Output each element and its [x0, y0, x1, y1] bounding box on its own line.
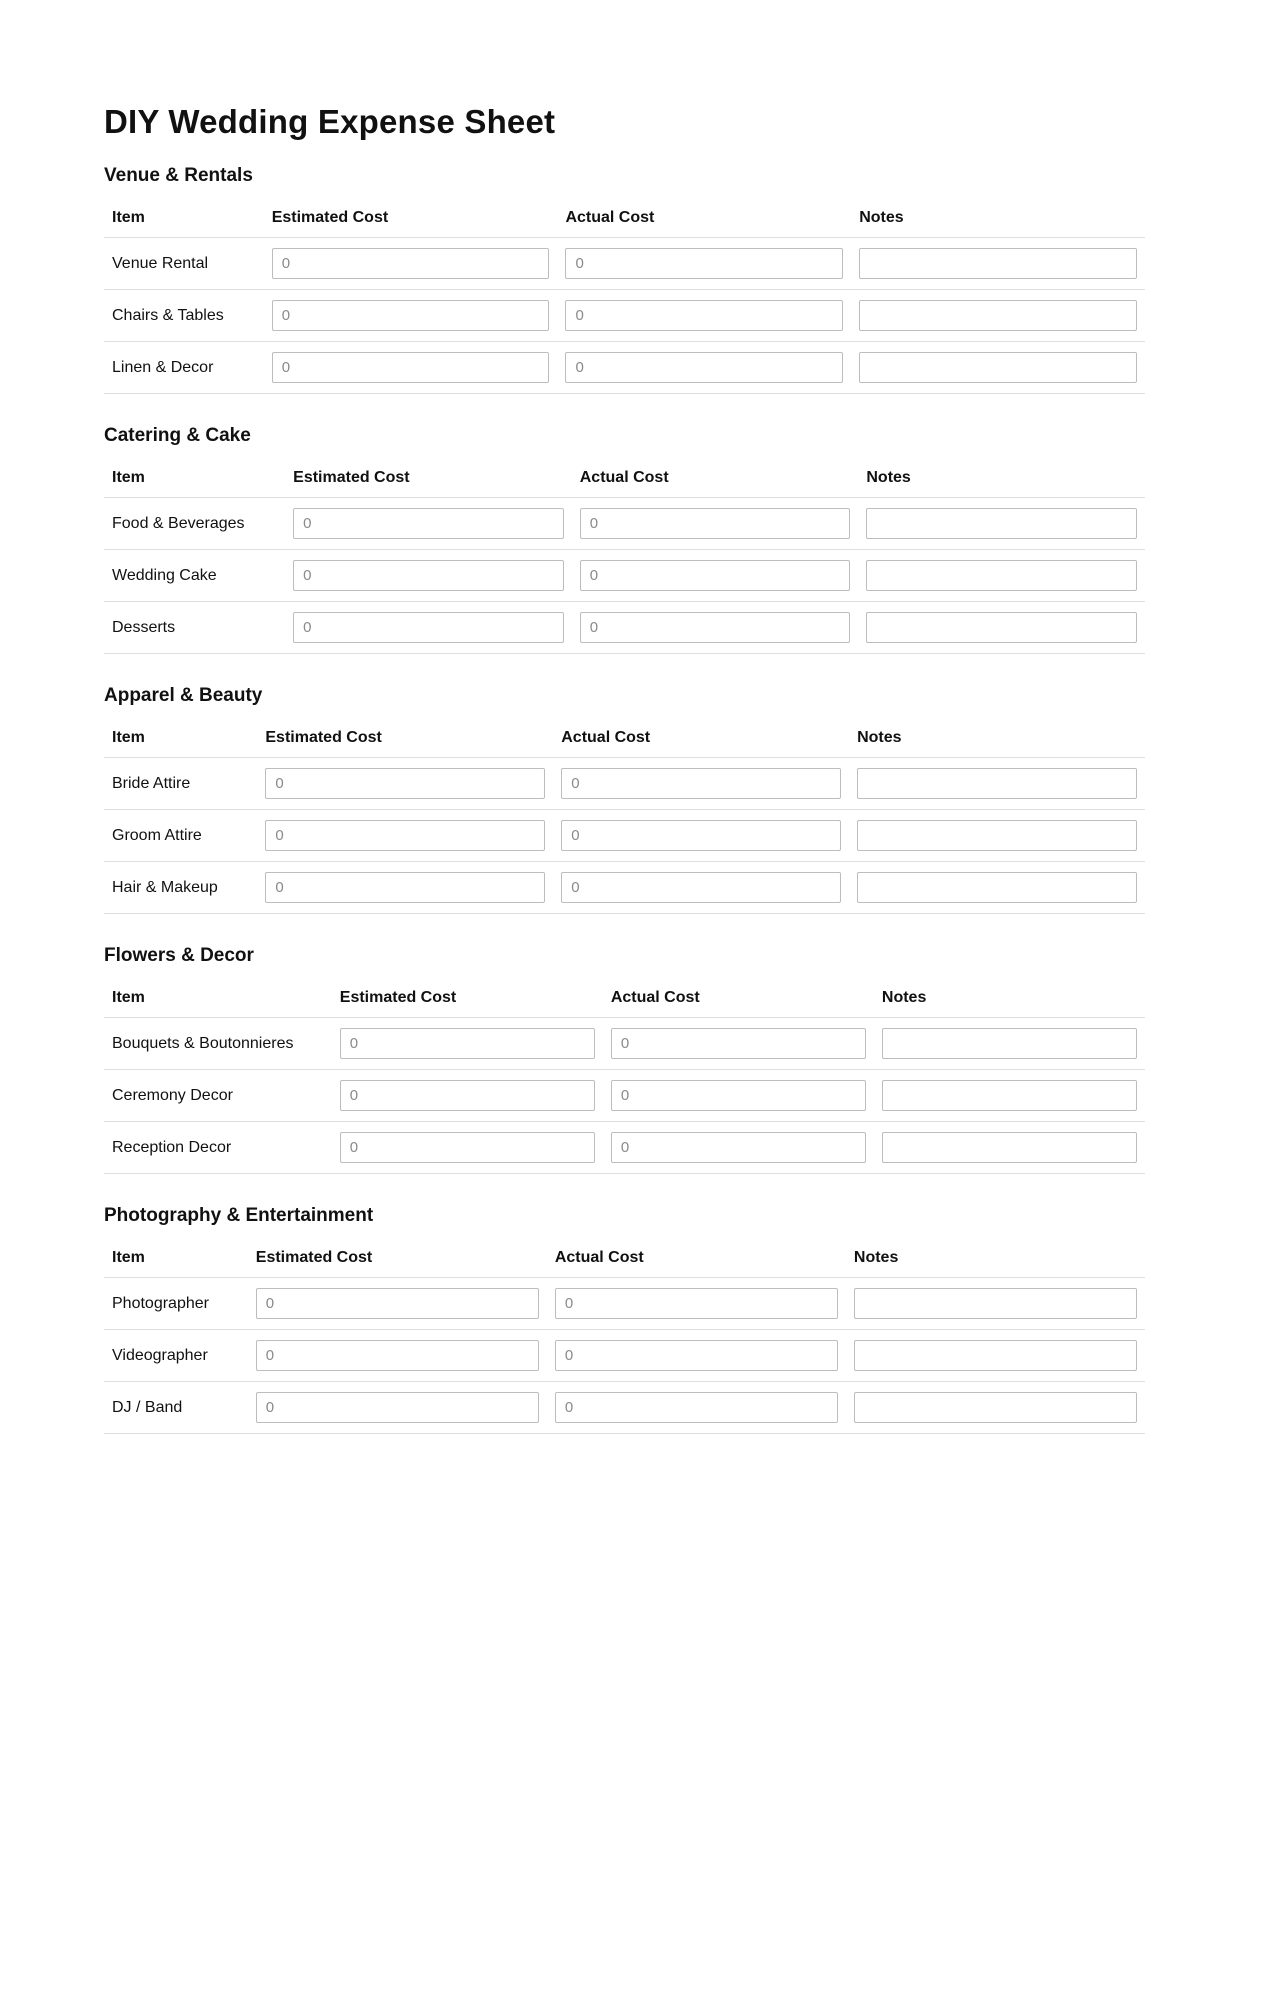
section-title: Venue & Rentals — [104, 165, 253, 186]
item-label-photographer: Photographer — [112, 1294, 209, 1312]
item-name-cell — [104, 550, 285, 602]
section-catering-and-cake — [104, 424, 1145, 654]
item-name-cell — [104, 602, 285, 654]
header-row — [104, 719, 1145, 758]
estimated-cost-input-food-and-beverages[interactable] — [293, 508, 564, 539]
estimated-cost-cell — [257, 810, 553, 862]
estimated-cost-input-ceremony-decor[interactable] — [340, 1080, 595, 1111]
notes-cell — [858, 498, 1145, 550]
estimated-cost-input-videographer[interactable] — [256, 1340, 539, 1371]
item-label-venue-rental: Venue Rental — [112, 254, 209, 272]
notes-input-photographer[interactable] — [854, 1288, 1137, 1319]
column-header-notes: Notes — [874, 979, 1145, 1018]
item-name-cell — [104, 1122, 332, 1174]
column-header-actual-cost: Actual Cost — [553, 719, 849, 758]
item-label-ceremony-decor: Ceremony Decor — [112, 1086, 233, 1104]
actual-cost-input-groom-attire[interactable] — [561, 820, 841, 851]
notes-cell — [849, 862, 1145, 914]
actual-cost-cell — [557, 342, 851, 394]
estimated-cost-input-groom-attire[interactable] — [265, 820, 545, 851]
item-name-cell — [104, 1330, 248, 1382]
table-row — [104, 550, 1145, 602]
actual-cost-input-bouquets-and-boutonnieres[interactable] — [611, 1028, 866, 1059]
section-title: Photography & Entertainment — [104, 1205, 374, 1226]
actual-cost-cell — [603, 1018, 874, 1070]
notes-input-ceremony-decor[interactable] — [882, 1080, 1137, 1111]
estimated-cost-cell — [248, 1330, 547, 1382]
table-row — [104, 1278, 1145, 1330]
column-header-estimated-cost: Estimated Cost — [332, 979, 603, 1018]
header-row — [104, 459, 1145, 498]
table-body — [104, 758, 1145, 914]
actual-cost-cell — [553, 862, 849, 914]
estimated-cost-input-dj-band[interactable] — [256, 1392, 539, 1423]
actual-cost-cell — [572, 550, 859, 602]
table-row — [104, 1018, 1145, 1070]
expense-table — [104, 459, 1145, 654]
notes-input-chairs-and-tables[interactable] — [859, 300, 1137, 331]
table-body — [104, 238, 1145, 394]
column-header-actual-cost: Actual Cost — [572, 459, 859, 498]
expense-table — [104, 1239, 1145, 1434]
notes-input-bride-attire[interactable] — [857, 768, 1137, 799]
estimated-cost-input-linen-and-decor[interactable] — [272, 352, 550, 383]
column-header-item: Item — [104, 199, 264, 238]
actual-cost-cell — [603, 1070, 874, 1122]
table-row — [104, 1382, 1145, 1434]
table-row — [104, 1070, 1145, 1122]
estimated-cost-cell — [332, 1018, 603, 1070]
column-header-actual-cost: Actual Cost — [547, 1239, 846, 1278]
column-header-item: Item — [104, 459, 285, 498]
notes-cell — [851, 290, 1145, 342]
estimated-cost-input-desserts[interactable] — [293, 612, 564, 643]
actual-cost-input-desserts[interactable] — [580, 612, 851, 643]
item-label-groom-attire: Groom Attire — [112, 826, 202, 844]
item-label-reception-decor: Reception Decor — [112, 1138, 232, 1156]
page-title: DIY Wedding Expense Sheet — [104, 103, 556, 140]
estimated-cost-input-bouquets-and-boutonnieres[interactable] — [340, 1028, 595, 1059]
actual-cost-input-bride-attire[interactable] — [561, 768, 841, 799]
estimated-cost-input-chairs-and-tables[interactable] — [272, 300, 550, 331]
notes-cell — [849, 758, 1145, 810]
actual-cost-input-dj-band[interactable] — [555, 1392, 838, 1423]
notes-cell — [874, 1018, 1145, 1070]
column-header-estimated-cost: Estimated Cost — [248, 1239, 547, 1278]
column-header-actual-cost: Actual Cost — [557, 199, 851, 238]
section-apparel-and-beauty — [104, 684, 1145, 914]
item-label-desserts: Desserts — [112, 618, 176, 636]
section-flowers-and-decor — [104, 944, 1145, 1174]
estimated-cost-cell — [264, 290, 558, 342]
estimated-cost-input-bride-attire[interactable] — [265, 768, 545, 799]
item-name-cell — [104, 1070, 332, 1122]
sections-scroll-area[interactable] — [104, 164, 1145, 1416]
item-label-bouquets-and-boutonnieres: Bouquets & Boutonnieres — [112, 1034, 294, 1052]
estimated-cost-cell — [248, 1382, 547, 1434]
expense-table — [104, 199, 1145, 394]
actual-cost-input-videographer[interactable] — [555, 1340, 838, 1371]
table-row — [104, 498, 1145, 550]
table-body — [104, 1018, 1145, 1174]
actual-cost-input-food-and-beverages[interactable] — [580, 508, 851, 539]
item-name-cell — [104, 810, 257, 862]
estimated-cost-cell — [285, 550, 572, 602]
notes-input-linen-and-decor[interactable] — [859, 352, 1137, 383]
estimated-cost-input-venue-rental[interactable] — [272, 248, 550, 279]
estimated-cost-cell — [264, 238, 558, 290]
notes-cell — [874, 1122, 1145, 1174]
section-title: Apparel & Beauty — [104, 685, 263, 706]
estimated-cost-input-reception-decor[interactable] — [340, 1132, 595, 1163]
estimated-cost-cell — [285, 498, 572, 550]
notes-cell — [846, 1278, 1145, 1330]
actual-cost-cell — [603, 1122, 874, 1174]
column-header-notes: Notes — [858, 459, 1145, 498]
table-row — [104, 290, 1145, 342]
column-header-item: Item — [104, 1239, 248, 1278]
actual-cost-input-wedding-cake[interactable] — [580, 560, 851, 591]
actual-cost-input-reception-decor[interactable] — [611, 1132, 866, 1163]
estimated-cost-input-wedding-cake[interactable] — [293, 560, 564, 591]
table-row — [104, 1122, 1145, 1174]
table-body — [104, 498, 1145, 654]
item-label-chairs-and-tables: Chairs & Tables — [112, 306, 224, 324]
notes-input-food-and-beverages[interactable] — [866, 508, 1137, 539]
notes-cell — [851, 342, 1145, 394]
actual-cost-cell — [553, 810, 849, 862]
actual-cost-cell — [547, 1382, 846, 1434]
column-header-estimated-cost: Estimated Cost — [285, 459, 572, 498]
actual-cost-input-ceremony-decor[interactable] — [611, 1080, 866, 1111]
estimated-cost-cell — [264, 342, 558, 394]
item-label-food-and-beverages: Food & Beverages — [112, 514, 245, 532]
estimated-cost-cell — [332, 1122, 603, 1174]
estimated-cost-cell — [332, 1070, 603, 1122]
item-name-cell — [104, 1382, 248, 1434]
notes-input-desserts[interactable] — [866, 612, 1137, 643]
item-label-hair-and-makeup: Hair & Makeup — [112, 878, 218, 896]
estimated-cost-cell — [285, 602, 572, 654]
table-row — [104, 342, 1145, 394]
actual-cost-cell — [572, 498, 859, 550]
table-header — [104, 199, 1145, 238]
actual-cost-input-chairs-and-tables[interactable] — [565, 300, 843, 331]
item-name-cell — [104, 498, 285, 550]
estimated-cost-cell — [248, 1278, 547, 1330]
estimated-cost-cell — [257, 862, 553, 914]
actual-cost-input-linen-and-decor[interactable] — [565, 352, 843, 383]
header-row — [104, 199, 1145, 238]
notes-cell — [846, 1382, 1145, 1434]
notes-input-groom-attire[interactable] — [857, 820, 1137, 851]
actual-cost-cell — [557, 238, 851, 290]
item-name-cell — [104, 342, 264, 394]
estimated-cost-input-hair-and-makeup[interactable] — [265, 872, 545, 903]
actual-cost-cell — [547, 1330, 846, 1382]
table-header — [104, 1239, 1145, 1278]
item-name-cell — [104, 1278, 248, 1330]
column-header-estimated-cost: Estimated Cost — [257, 719, 553, 758]
header-row — [104, 979, 1145, 1018]
table-row — [104, 862, 1145, 914]
table-header — [104, 719, 1145, 758]
actual-cost-input-photographer[interactable] — [555, 1288, 838, 1319]
notes-input-reception-decor[interactable] — [882, 1132, 1137, 1163]
notes-input-dj-band[interactable] — [854, 1392, 1137, 1423]
column-header-estimated-cost: Estimated Cost — [264, 199, 558, 238]
estimated-cost-input-photographer[interactable] — [256, 1288, 539, 1319]
item-name-cell — [104, 290, 264, 342]
notes-input-videographer[interactable] — [854, 1340, 1137, 1371]
column-header-notes: Notes — [851, 199, 1145, 238]
column-header-actual-cost: Actual Cost — [603, 979, 874, 1018]
notes-cell — [858, 602, 1145, 654]
notes-cell — [846, 1330, 1145, 1382]
column-header-item: Item — [104, 719, 257, 758]
table-row — [104, 810, 1145, 862]
expense-table — [104, 719, 1145, 914]
section-photography-and-entertainment — [104, 1204, 1145, 1434]
column-header-item: Item — [104, 979, 332, 1018]
notes-cell — [858, 550, 1145, 602]
item-name-cell — [104, 862, 257, 914]
notes-cell — [851, 238, 1145, 290]
item-label-wedding-cake: Wedding Cake — [112, 566, 217, 584]
expense-sheet — [104, 100, 1145, 1416]
actual-cost-cell — [572, 602, 859, 654]
actual-cost-input-hair-and-makeup[interactable] — [561, 872, 841, 903]
column-header-notes: Notes — [846, 1239, 1145, 1278]
notes-input-hair-and-makeup[interactable] — [857, 872, 1137, 903]
actual-cost-input-venue-rental[interactable] — [565, 248, 843, 279]
notes-cell — [874, 1070, 1145, 1122]
item-label-bride-attire: Bride Attire — [112, 774, 191, 792]
actual-cost-cell — [553, 758, 849, 810]
item-name-cell — [104, 758, 257, 810]
item-name-cell — [104, 238, 264, 290]
expense-table — [104, 979, 1145, 1174]
table-body — [104, 1278, 1145, 1434]
table-row — [104, 758, 1145, 810]
notes-input-venue-rental[interactable] — [859, 248, 1137, 279]
column-header-notes: Notes — [849, 719, 1145, 758]
actual-cost-cell — [547, 1278, 846, 1330]
table-row — [104, 238, 1145, 290]
section-venue-and-rentals — [104, 164, 1145, 394]
section-title: Flowers & Decor — [104, 945, 254, 966]
header-row — [104, 1239, 1145, 1278]
notes-input-bouquets-and-boutonnieres[interactable] — [882, 1028, 1137, 1059]
table-header — [104, 979, 1145, 1018]
table-row — [104, 1330, 1145, 1382]
notes-cell — [849, 810, 1145, 862]
table-row — [104, 602, 1145, 654]
estimated-cost-cell — [257, 758, 553, 810]
notes-input-wedding-cake[interactable] — [866, 560, 1137, 591]
item-label-videographer: Videographer — [112, 1346, 208, 1364]
item-label-linen-and-decor: Linen & Decor — [112, 358, 214, 376]
table-header — [104, 459, 1145, 498]
actual-cost-cell — [557, 290, 851, 342]
item-name-cell — [104, 1018, 332, 1070]
section-title: Catering & Cake — [104, 425, 251, 446]
item-label-dj-band: DJ / Band — [112, 1398, 183, 1416]
